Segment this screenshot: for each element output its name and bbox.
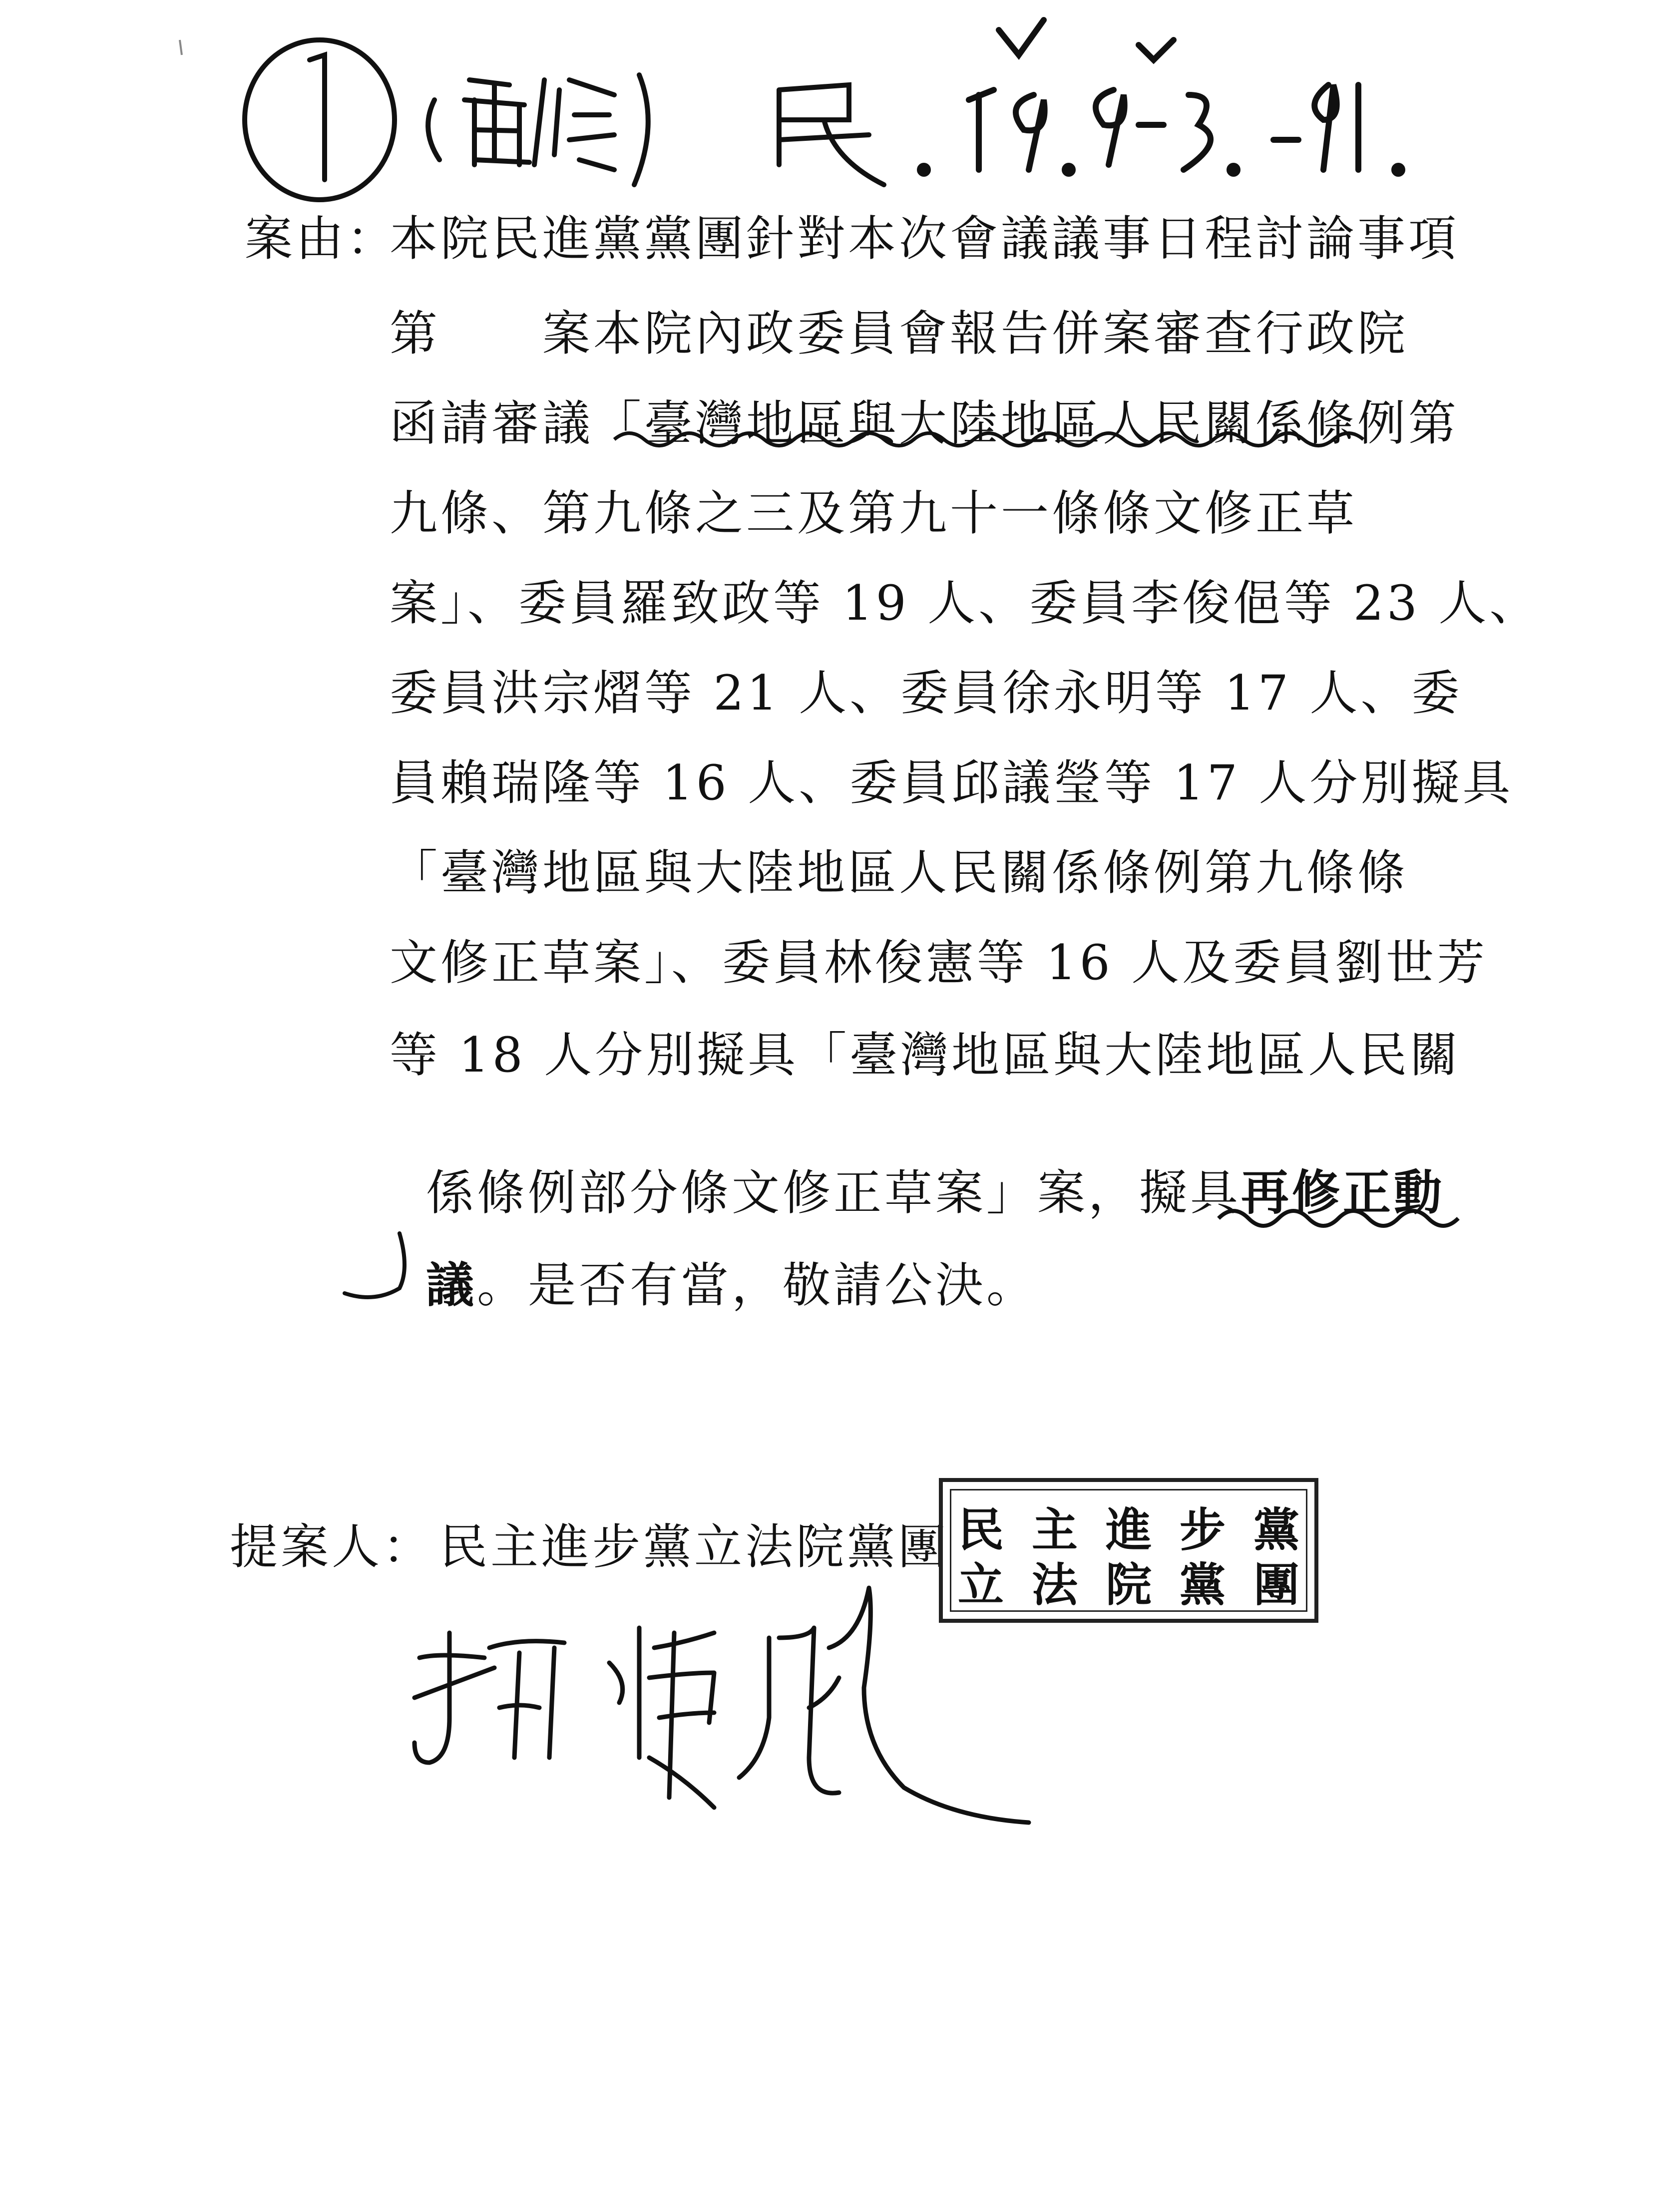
proposer-label: 提案人： (230, 1519, 433, 1575)
stamp-char: 主 (1031, 1503, 1078, 1557)
body-line-11 (390, 1121, 1445, 1221)
stamp-char: 黨 (1179, 1558, 1226, 1612)
signature (414, 1588, 1029, 1823)
body-line-3: 函請審議「臺灣地區與大陸地區人民關係條例第 (390, 395, 1459, 451)
body-line-1: 本院民進黨黨團針對本次會議議事日程討論事項 (390, 211, 1459, 267)
body-line-5: 案」、委員羅致政等 19 人、委員李俊俋等 23 人、 (390, 575, 1541, 631)
handwritten-year-prefix (779, 85, 884, 185)
body-line-10: 等 18 人分別擬具「臺灣地區與大陸地區人民關 (390, 1027, 1461, 1083)
handwritten-date (920, 20, 1402, 174)
body-line-8: 「臺灣地區與大陸地區人民關係條例第九條條 (390, 845, 1408, 901)
handwritten-revision-mark (428, 75, 648, 185)
revised-motion-emphasis: 再修正動 (1241, 1164, 1445, 1221)
stamp-char: 黨 (1253, 1503, 1299, 1557)
body-line-12 (390, 1213, 1038, 1313)
stamp-char: 院 (1105, 1558, 1152, 1612)
body-line-6: 委員洪宗熠等 21 人、委員徐永明等 17 人、委 (390, 665, 1463, 721)
body-line-9: 文修正草案」、委員林俊憲等 16 人及委員劉世芳 (390, 935, 1488, 991)
stamp-char: 法 (1031, 1558, 1078, 1612)
proposer-value: 民主進步黨立法院黨團 (439, 1519, 949, 1575)
stamp-char: 團 (1253, 1558, 1299, 1612)
body-line-2: 第 案本院內政委員會報告併案審查行政院 (390, 306, 1408, 362)
body-line-12-text: 。是否有當，敬請公決。 (477, 1257, 1038, 1313)
circled-number-mark (245, 40, 395, 200)
stamp-char: 進 (1105, 1503, 1152, 1557)
scan-speck (180, 40, 182, 55)
motion-emphasis-end: 議 (426, 1257, 477, 1313)
subject-label: 案由： (245, 211, 398, 267)
body-line-11-text: 係條例部分條文修正草案」案，擬具 (426, 1165, 1241, 1221)
body-line-7: 員賴瑞隆等 16 人、委員邱議瑩等 17 人分別擬具 (390, 755, 1514, 811)
body-line-4: 九條、第九條之三及第九十一條條文修正草 (390, 485, 1357, 541)
stamp-row-2 (958, 1558, 1299, 1612)
stamp-char: 立 (958, 1558, 1004, 1612)
party-caucus-stamp (939, 1478, 1318, 1623)
stamp-char: 步 (1179, 1503, 1226, 1557)
stamp-char: 民 (958, 1503, 1004, 1557)
stamp-row-1 (958, 1503, 1299, 1557)
